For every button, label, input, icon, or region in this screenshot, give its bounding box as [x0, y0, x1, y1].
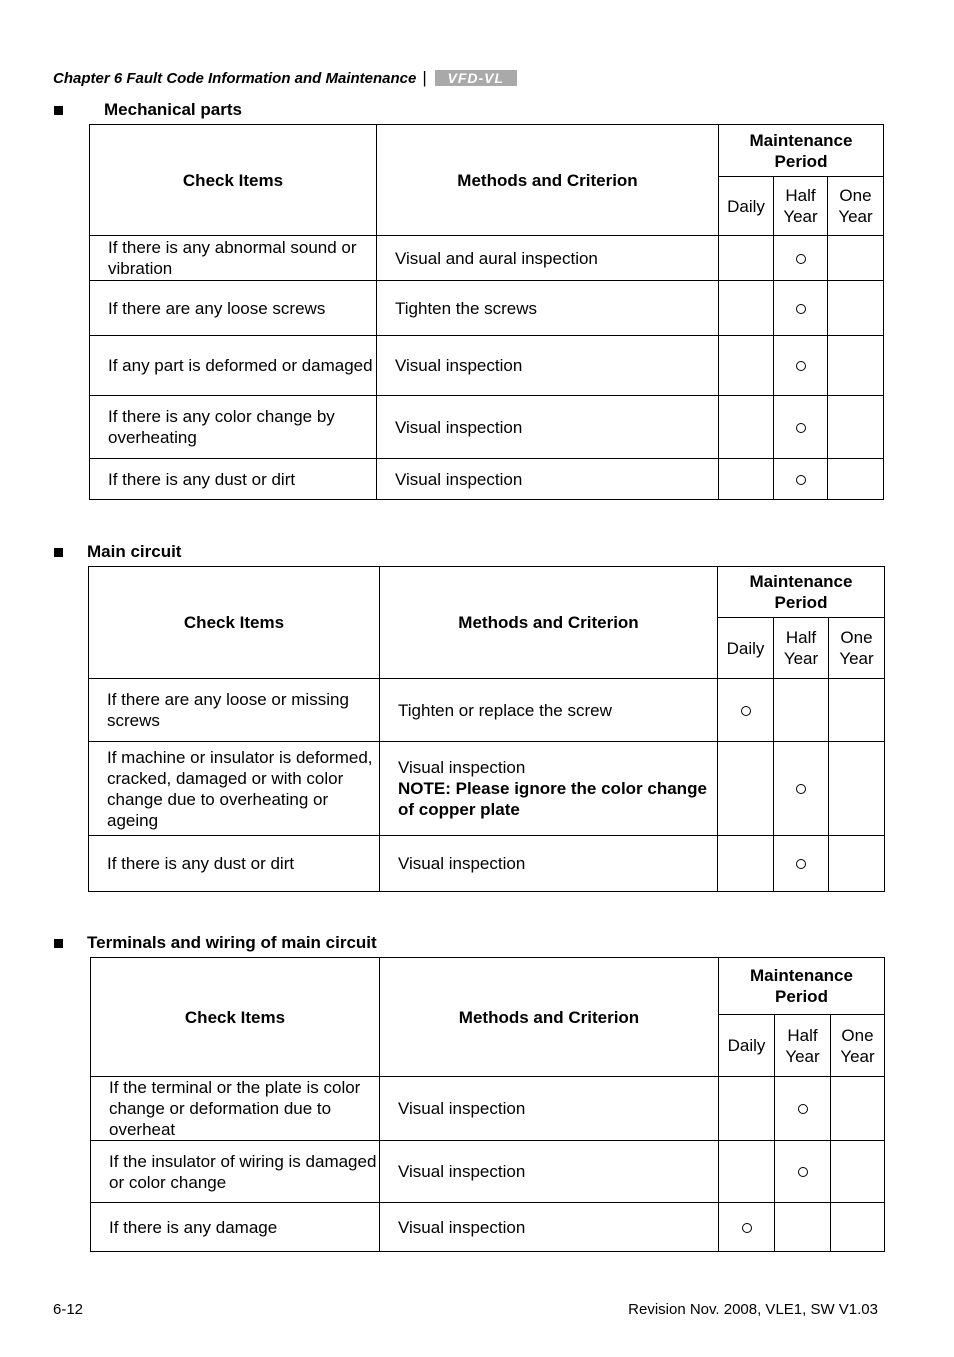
section-title-text: Terminals and wiring of main circuit	[87, 933, 377, 952]
check-item-cell: If any part is deformed or damaged	[90, 336, 377, 396]
check-item-cell: If there is any damage	[91, 1203, 380, 1252]
period-daily-cell	[719, 1203, 775, 1252]
method-text: Visual and aural inspection	[395, 248, 598, 268]
check-circle-icon	[742, 1223, 752, 1233]
table-row	[89, 679, 885, 742]
header-check-items: Check Items	[90, 125, 377, 236]
method-cell	[380, 742, 718, 836]
period-half-year-cell	[774, 742, 829, 836]
header-methods: Methods and Criterion	[380, 567, 718, 679]
page-number: 6-12	[53, 1301, 84, 1318]
section-title-main-circuit	[53, 541, 181, 563]
header-one-year: One Year	[831, 1015, 885, 1077]
period-one-year-cell	[829, 679, 885, 742]
period-half-year-cell	[774, 236, 828, 281]
check-item-cell: If there is any dust or dirt	[90, 459, 377, 500]
period-one-year-cell	[831, 1203, 885, 1252]
period-daily-cell	[719, 396, 774, 459]
header-methods: Methods and Criterion	[377, 125, 719, 236]
table-row	[90, 281, 884, 336]
header-check-items: Check Items	[91, 958, 380, 1077]
header-methods: Methods and Criterion	[380, 958, 719, 1077]
table-row	[90, 336, 884, 396]
period-one-year-cell	[828, 396, 884, 459]
table-main-circuit	[88, 566, 885, 892]
table-row	[91, 1077, 885, 1141]
method-text: Visual inspection	[398, 1162, 526, 1181]
period-half-year-cell	[775, 1203, 831, 1252]
check-item-cell: If machine or insulator is deformed, cracked, damaged or with color change due to overheating or ageing	[89, 742, 380, 836]
check-item-cell: If the terminal or the plate is color change or deformation due to overheat	[91, 1077, 380, 1141]
header-half-year: Half Year	[775, 1015, 831, 1077]
period-one-year-cell	[828, 236, 884, 281]
section-title-text: Mechanical parts	[104, 100, 242, 119]
period-half-year-cell	[775, 1141, 831, 1203]
check-circle-icon	[798, 1167, 808, 1177]
period-daily-cell	[719, 1077, 775, 1141]
method-text: Visual inspection	[395, 417, 523, 437]
page-header	[53, 68, 517, 88]
header-daily: Daily	[718, 618, 774, 679]
method-cell	[377, 236, 719, 281]
table-row	[90, 459, 884, 500]
header-period: Maintenance Period	[719, 958, 885, 1015]
check-item-cell: If there is any abnormal sound or vibration	[90, 236, 377, 281]
method-text: Tighten the screws	[395, 298, 538, 318]
check-circle-icon	[796, 254, 806, 264]
method-cell	[377, 336, 719, 396]
revision-info: Revision Nov. 2008, VLE1, SW V1.03	[628, 1301, 878, 1318]
header-half-year: Half Year	[774, 618, 829, 679]
method-text: Visual inspection	[395, 356, 523, 375]
period-half-year-cell	[774, 396, 828, 459]
method-text: Visual inspection	[398, 1217, 526, 1237]
check-circle-icon	[796, 475, 806, 485]
check-circle-icon	[798, 1104, 808, 1114]
method-text: Visual inspection	[398, 854, 526, 873]
header-one-year: One Year	[829, 618, 885, 679]
period-daily-cell	[719, 281, 774, 336]
method-cell	[380, 1203, 719, 1252]
period-daily-cell	[719, 459, 774, 500]
method-cell	[377, 459, 719, 500]
period-daily-cell	[719, 336, 774, 396]
method-text: Visual inspection	[395, 469, 523, 489]
product-logo: VFD-VL	[435, 70, 517, 86]
section-title-terminals	[53, 932, 377, 954]
period-one-year-cell	[829, 836, 885, 892]
period-half-year-cell	[774, 281, 828, 336]
header-daily: Daily	[719, 1015, 775, 1077]
period-half-year-cell	[774, 679, 829, 742]
check-circle-icon	[796, 859, 806, 869]
check-circle-icon	[796, 304, 806, 314]
method-text: Tighten or replace the screw	[398, 700, 612, 720]
check-item-cell: If there are any loose screws	[90, 281, 377, 336]
method-cell	[377, 396, 719, 459]
header-period: Maintenance Period	[719, 125, 884, 177]
header-period: Maintenance Period	[718, 567, 885, 618]
check-item-cell: If there are any loose or missing screws	[89, 679, 380, 742]
period-daily-cell	[718, 679, 774, 742]
table-row	[90, 396, 884, 459]
check-item-cell: If there is any color change by overheating	[90, 396, 377, 459]
section-title-mechanical	[53, 99, 242, 121]
method-text: Visual inspection	[398, 758, 526, 777]
check-circle-icon	[796, 784, 806, 794]
header-daily: Daily	[719, 177, 774, 236]
check-circle-icon	[741, 706, 751, 716]
method-cell	[380, 1141, 719, 1203]
period-one-year-cell	[828, 459, 884, 500]
header-half-year: Half Year	[774, 177, 828, 236]
header-separator: |	[422, 68, 427, 87]
check-item-cell: If the insulator of wiring is damaged or color change	[91, 1141, 380, 1203]
method-cell	[380, 836, 718, 892]
check-item-cell: If there is any dust or dirt	[89, 836, 380, 892]
table-row	[89, 836, 885, 892]
table-terminals	[90, 957, 885, 1252]
period-half-year-cell	[775, 1077, 831, 1141]
chapter-title: Chapter 6 Fault Code Information and Maintenance	[53, 69, 417, 87]
period-one-year-cell	[828, 281, 884, 336]
period-one-year-cell	[831, 1077, 885, 1141]
bullet-icon	[54, 106, 63, 115]
table-row	[91, 1141, 885, 1203]
bullet-icon	[54, 939, 63, 948]
header-one-year: One Year	[828, 177, 884, 236]
check-circle-icon	[796, 361, 806, 371]
method-cell	[380, 679, 718, 742]
table-row	[89, 742, 885, 836]
period-daily-cell	[718, 836, 774, 892]
period-half-year-cell	[774, 836, 829, 892]
method-cell	[380, 1077, 719, 1141]
method-cell	[377, 281, 719, 336]
period-one-year-cell	[829, 742, 885, 836]
section-title-text: Main circuit	[87, 542, 182, 561]
check-circle-icon	[796, 423, 806, 433]
period-daily-cell	[719, 1141, 775, 1203]
method-text: Visual inspection	[398, 1099, 526, 1118]
period-half-year-cell	[774, 336, 828, 396]
period-daily-cell	[719, 236, 774, 281]
table-row	[90, 236, 884, 281]
method-note: NOTE: Please ignore the color change of copper plate	[398, 779, 707, 819]
period-one-year-cell	[828, 336, 884, 396]
period-daily-cell	[718, 742, 774, 836]
table-row	[91, 1203, 885, 1252]
period-half-year-cell	[774, 459, 828, 500]
bullet-icon	[54, 548, 63, 557]
period-one-year-cell	[831, 1141, 885, 1203]
table-mechanical	[89, 124, 884, 500]
header-check-items: Check Items	[89, 567, 380, 679]
